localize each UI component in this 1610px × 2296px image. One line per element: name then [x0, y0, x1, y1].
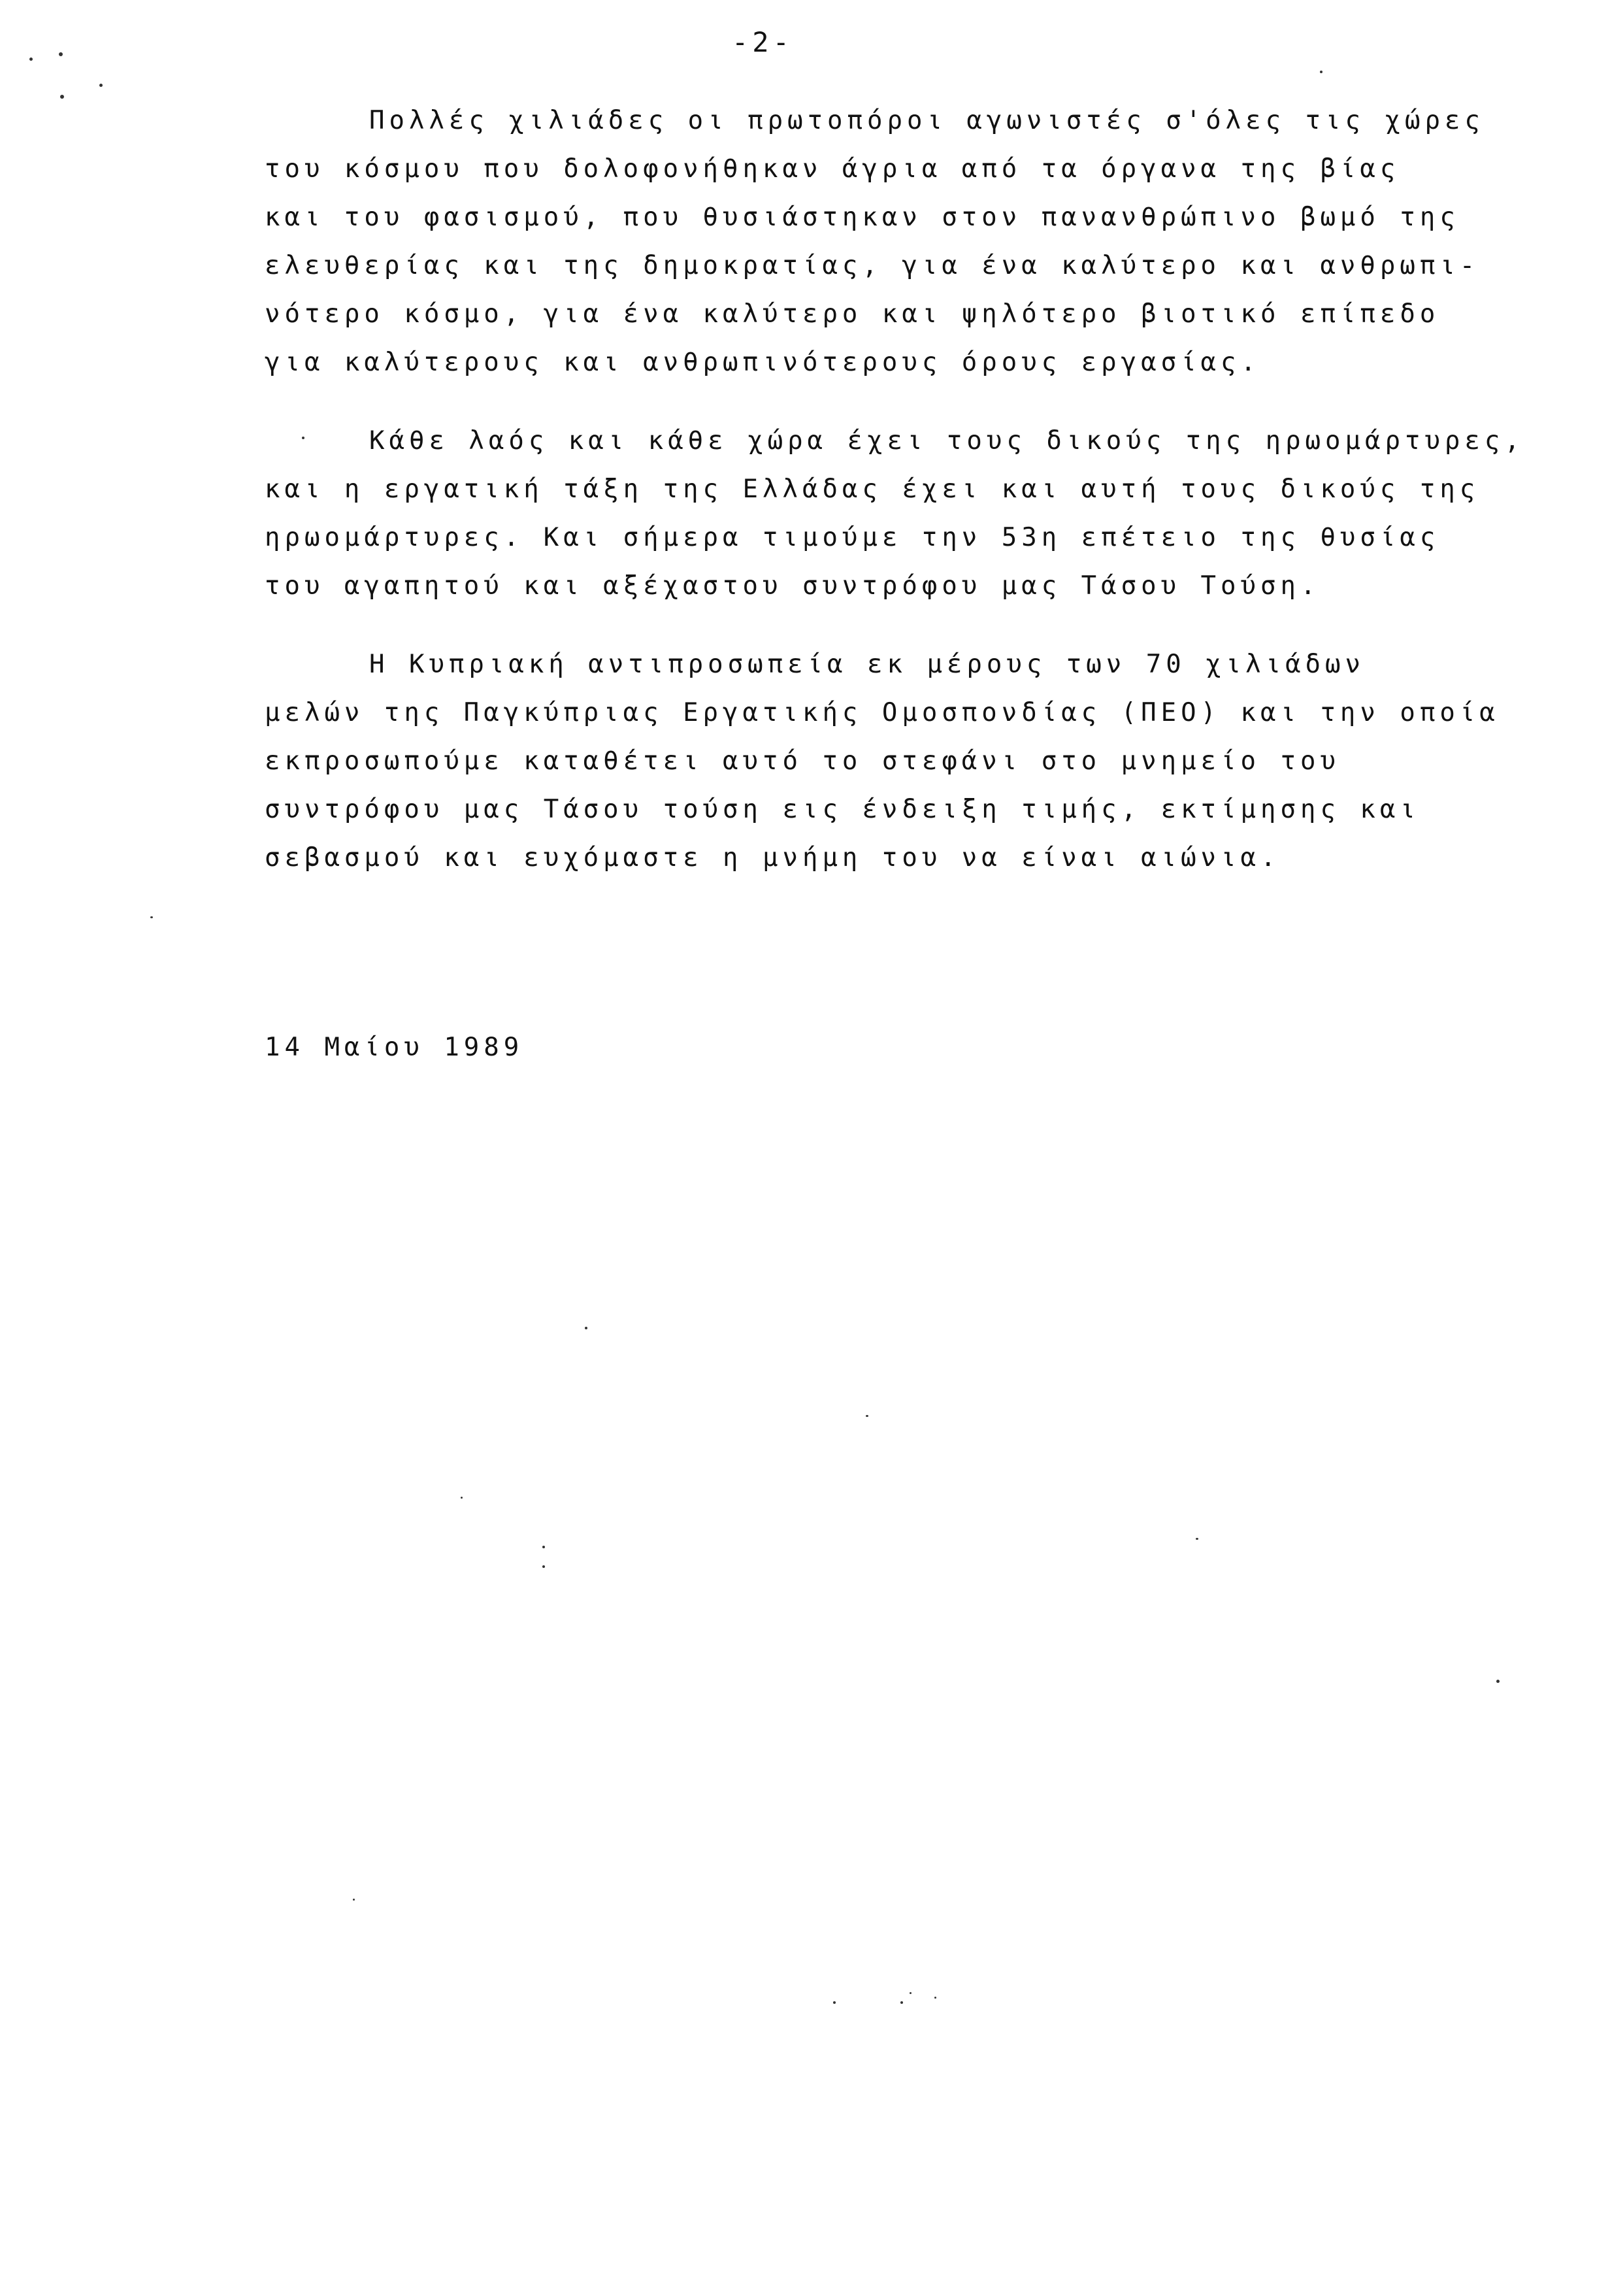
text-line: για καλύτερους και ανθρωπινότερους όρους εργασίας.: [265, 348, 1260, 377]
scan-speck: [542, 1565, 545, 1568]
text-line: Η Κυπριακή αντιπροσωπεία εκ μέρους των 70 χιλιάδων: [369, 650, 1365, 679]
text-line: συντρόφου μας Τάσου τούση εις ένδειξη τιμής, εκτίμησης και: [265, 795, 1420, 824]
text-line: του κόσμου που δολοφονήθηκαν άγρια από τα όργανα της βίας: [265, 154, 1400, 184]
scan-speck: [99, 84, 103, 87]
text-line: ελευθερίας και της δημοκρατίας, για ένα καλύτερο και ανθρωπι-: [265, 251, 1480, 280]
text-line: νότερο κόσμο, για ένα καλύτερο και ψηλότερο βιοτικό επίπεδο: [265, 299, 1440, 329]
scan-speck: [866, 1415, 868, 1417]
paragraph-2: [265, 417, 1545, 610]
scan-speck: [1196, 1538, 1198, 1540]
paragraph-1: [265, 97, 1545, 387]
scan-speck: [910, 1992, 912, 1994]
scan-speck: [1496, 1680, 1500, 1683]
scan-speck: [542, 1546, 545, 1548]
text-line: εκπροσωπούμε καταθέτει αυτό το στεφάνι στο μνημείο του: [265, 746, 1340, 776]
text-line: και του φασισμού, που θυσιάστηκαν στον πανανθρώπινο βωμό της: [265, 203, 1460, 232]
body-text: [265, 97, 1545, 912]
scan-speck: [461, 1497, 463, 1499]
document-date: 14 Μαίου 1989: [265, 1033, 524, 1062]
text-line: σεβασμού και ευχόμαστε η μνήμη του να είναι αιώνια.: [265, 843, 1281, 873]
text-line: ηρωομάρτυρες. Και σήμερα τιμούμε την 53η επέτειο της θυσίας: [265, 523, 1440, 552]
scan-speck: [585, 1327, 587, 1329]
scan-speck: [59, 52, 63, 56]
text-line: και η εργατική τάξη της Ελλάδας έχει και αυτή τους δικούς της: [265, 474, 1480, 504]
scan-speck: [900, 2001, 903, 2004]
paragraph-3: [265, 641, 1545, 882]
scan-speck: [150, 916, 153, 918]
scan-speck: [302, 437, 304, 439]
scan-speck: [60, 95, 64, 99]
scan-speck: [29, 58, 33, 61]
scan-speck: [353, 1899, 355, 1901]
text-line: μελών της Παγκύπριας Εργατικής Ομοσπονδίας (ΠΕΟ) και την οποία: [265, 698, 1500, 727]
scan-speck: [833, 2001, 836, 2004]
text-line: Κάθε λαός και κάθε χώρα έχει τους δικούς της ηρωομάρτυρες,: [369, 426, 1524, 456]
text-line: Πολλές χιλιάδες οι πρωτοπόροι αγωνιστές σ'όλες τις χώρες: [369, 106, 1485, 135]
scan-speck: [934, 1997, 936, 1999]
page-number: -2-: [732, 26, 793, 58]
text-line: του αγαπητού και αξέχαστου συντρόφου μας Τάσου Τούση.: [265, 571, 1321, 601]
scan-speck: [1320, 71, 1322, 73]
